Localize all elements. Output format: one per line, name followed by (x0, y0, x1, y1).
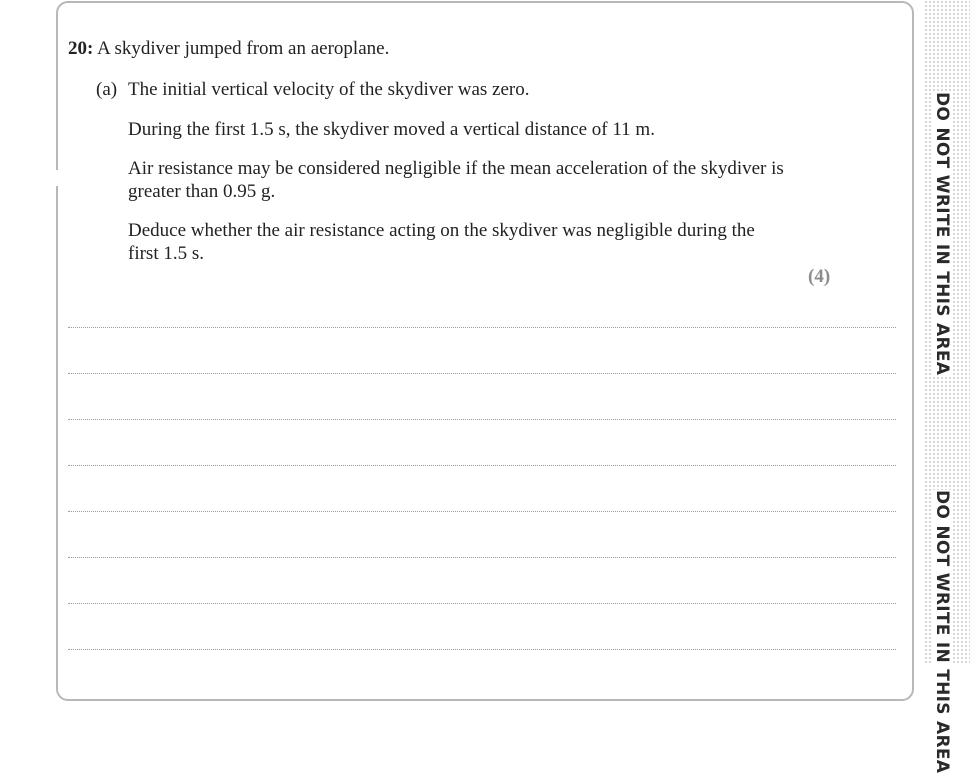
frame-gap (53, 170, 61, 186)
margin-warning-bottom: DO NOT WRITE IN THIS AREA (932, 490, 952, 773)
margin-warning-top: DO NOT WRITE IN THIS AREA (932, 92, 952, 376)
part-a-label: (a) (96, 79, 118, 100)
question-number: 20: (68, 38, 94, 59)
part-a-intro (96, 79, 530, 101)
question-stem: A skydiver jumped from an aeroplane. (93, 38, 390, 59)
answer-line[interactable] (68, 373, 896, 374)
answer-line[interactable] (68, 419, 896, 420)
answer-line[interactable] (68, 649, 896, 650)
answer-line[interactable] (68, 327, 896, 328)
answer-line[interactable] (68, 603, 896, 604)
answer-line[interactable] (68, 465, 896, 466)
part-a-line1: The initial vertical velocity of the skydiver was zero. (128, 79, 530, 100)
part-a-para1: During the first 1.5 s, the skydiver moved a vertical distance of 11 m. (128, 119, 655, 140)
marks-label: (4) (808, 266, 831, 287)
question-frame (56, 1, 914, 701)
part-a-para3: Deduce whether the air resistance acting on the skydiver was negligible during the first 1.5 s. (128, 220, 755, 264)
part-a-para2: Air resistance may be considered negligible if the mean acceleration of the skydiver is greater than 0.95 g. (128, 158, 784, 202)
answer-line[interactable] (68, 511, 896, 512)
question-heading (68, 38, 389, 60)
answer-line[interactable] (68, 557, 896, 558)
